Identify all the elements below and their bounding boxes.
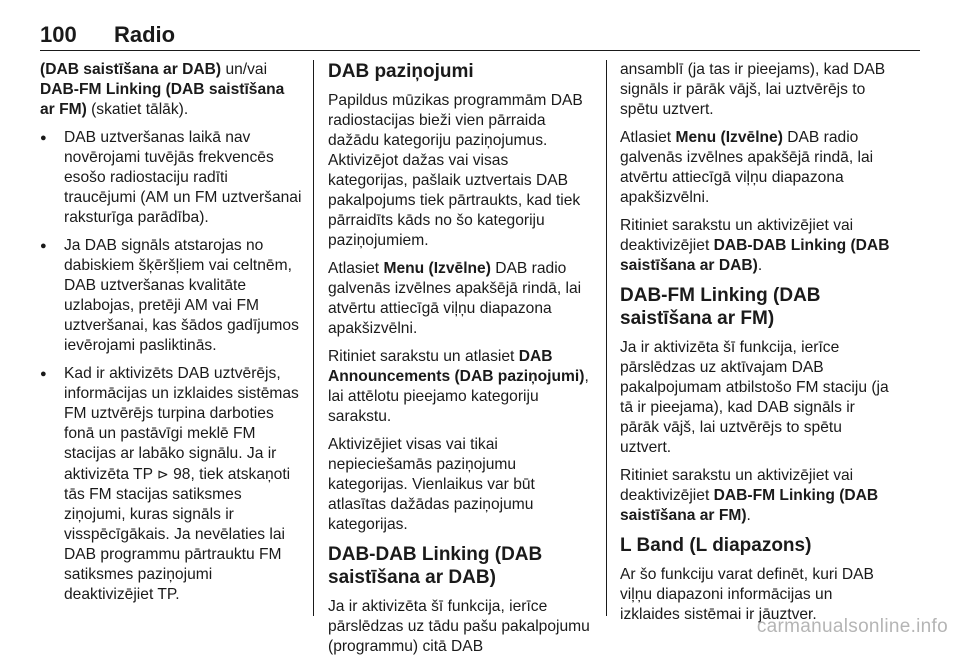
text-run: Ritiniet sarakstu un aktivizējiet vai deaktivizējiet (620, 217, 854, 254)
column-divider (313, 60, 314, 616)
bold-term: DAB-DAB Linking (DAB saistīšana ar DAB) (620, 237, 890, 274)
column-2 (328, 60, 592, 665)
column-divider (606, 60, 607, 616)
intro-paragraph (40, 60, 302, 120)
bold-term: DAB-FM Linking (DAB saistīšana ar FM) (620, 487, 879, 524)
bold-term: (DAB saistīšana ar DAB) (40, 61, 222, 78)
bold-term: Menu (Izvēlne) (383, 260, 491, 277)
heading-dab-dab-linking: DAB-DAB Linking (DAB saistīšana ar DAB) (328, 544, 543, 588)
text-run: un/vai (221, 61, 268, 78)
arrow-reference-icon: ⊳ (157, 466, 169, 482)
paragraph (328, 347, 592, 427)
page-header (40, 20, 920, 51)
bullet-text: , tiek atskaņoti tās FM stacijas satiksmes ziņojumi, kuras signāls ir visspēcīgākais. Ja nevēlaties lai DAB programmu pārtrauktu FM satiksmes paziņojumi deaktivizējiet TP. (64, 466, 291, 603)
bold-term: Menu (Izvēlne) (675, 129, 783, 146)
bullet-item (40, 236, 302, 356)
text-run: Atlasiet (620, 129, 676, 146)
paragraph: Ja ir aktivizēta šī funkcija, ierīce pārslēdzas uz aktīvajam DAB pakalpojumam atbilstošo FM staciju (ja tā ir pieejama), kad DAB signāls ir pārāk vājš, lai uztvērējs to spētu uztvert. (620, 339, 889, 456)
text-run: DAB radio galvenās izvēlnes apakšējā rindā, lai atvērtu attiecīgā viļņu diapazona apakšizvēlni. (328, 260, 582, 337)
bullet-list (40, 128, 302, 605)
paragraph: Ja ir aktivizēta šī funkcija, ierīce pārslēdzas uz tādu pašu pakalpojumu (programmu) citā DAB (328, 598, 590, 655)
bullet-text: DAB uztveršanas laikā nav novērojami tuvējās frekvencēs esošo radiostaciju radīti traucējumi (AM un FM uztveršanai raksturīga parādība). (64, 129, 302, 226)
text-run: Ritiniet sarakstu un aktivizējiet vai deaktivizējiet (620, 467, 854, 504)
bullet-text: Ja DAB signāls atstarojas no dabiskiem šķēršļiem vai celtnēm, DAB uztveršanas kvalitāte uzlabojas, pretēji AM vai FM uztveršanai, kas šādos gadījumos ievērojami pasliktinās. (64, 237, 299, 354)
text-run: (skatiet tālāk). (86, 101, 189, 118)
paragraph: ansamblī (ja tas ir pieejams), kad DAB signāls ir pārāk vājš, lai uztvērējs to spētu uztvert. (620, 61, 886, 118)
text-run: . (746, 507, 751, 524)
text-run: . (757, 257, 763, 274)
paragraph (620, 216, 890, 276)
text-run: DAB radio galvenās izvēlnes apakšējā rindā, lai atvērtu attiecīgā viļņu diapazona apakšizvēlni. (620, 129, 874, 206)
column-3 (620, 60, 890, 633)
page-number: 100 (40, 22, 77, 47)
paragraph: Aktivizējiet visas vai tikai nepieciešamās paziņojumu kategorijas. Vienlaikus var būt atlasītas dažādas paziņojumu kategorijas. (328, 436, 535, 533)
bold-term: DAB-FM Linking (DAB saistīšana ar FM) (40, 81, 285, 118)
bullet-text: Kad ir aktivizēts DAB uztvērējs, informācijas un izklaides sistēmas FM uztvērējs turpina darboties fonā un pastāvīgi meklē FM stacijas ar labāko signālu. Ja ir aktivizēta TP (64, 365, 299, 483)
text-run: Ritiniet sarakstu un atlasiet (328, 348, 519, 365)
bullet-item (40, 364, 302, 605)
heading-dab-fm-linking: DAB-FM Linking (DAB saistīšana ar FM) (620, 285, 821, 329)
paragraph: Ar šo funkciju varat definēt, kuri DAB viļņu diapazoni informācijas un izklaides sistēmai ir jāuztver. (620, 566, 874, 623)
paragraph (620, 128, 890, 208)
column-1 (40, 60, 302, 613)
page-reference[interactable]: 98 (168, 466, 191, 483)
paragraph (620, 466, 890, 526)
section-title: Radio (114, 22, 176, 47)
bold-term: DAB Announcements (DAB paziņojumi) (328, 348, 585, 385)
heading-dab-announcements: DAB paziņojumi (328, 61, 474, 82)
watermark: carmanualsonline.info (756, 616, 948, 637)
paragraph (328, 259, 592, 339)
text-run: Atlasiet (328, 260, 384, 277)
paragraph: Papildus mūzikas programmām DAB radiostacijas bieži vien pārraida dažādu kategoriju paziņojumus. Aktivizējot dažas vai visas kategorijas, pašlaik uztvertais DAB pakalpojums tiek pārtraukts, kad tiek pārraidīts kāds no šo kategoriju paziņojumiem. (328, 92, 583, 249)
bullet-item (40, 128, 302, 228)
heading-l-band: L Band (L diapazons) (620, 535, 812, 556)
text-run: , lai attēlotu pieejamo kategoriju sarakstu. (328, 368, 589, 425)
